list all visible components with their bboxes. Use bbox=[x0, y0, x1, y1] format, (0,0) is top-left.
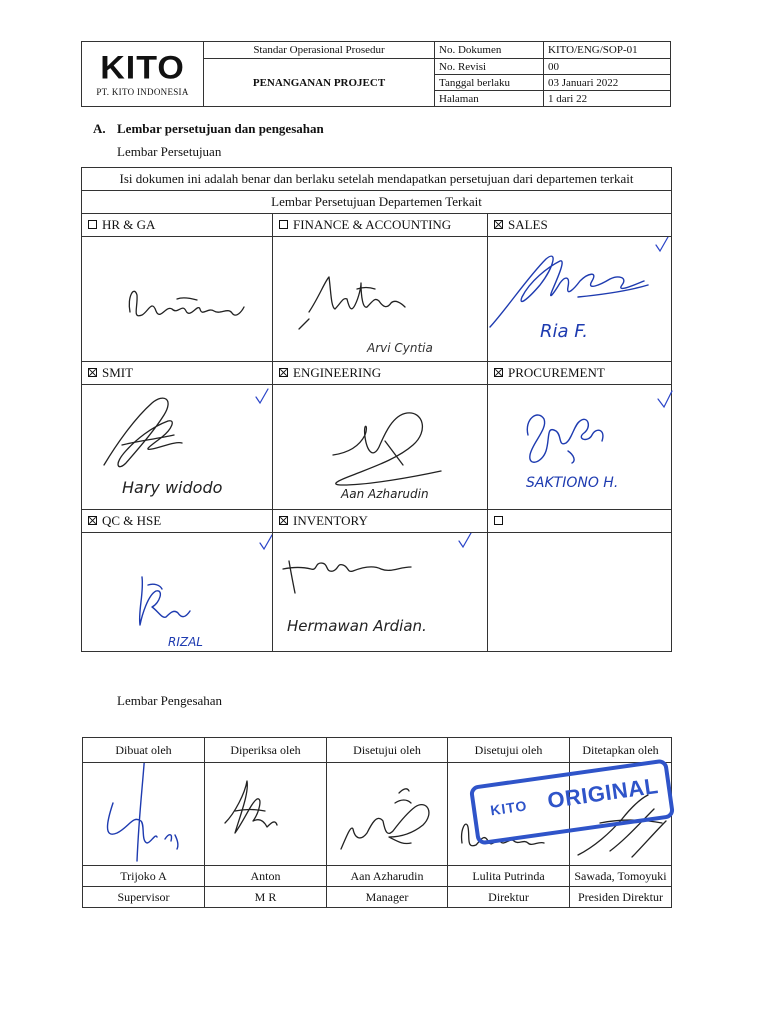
signature-image bbox=[82, 533, 272, 651]
dept-label: FINANCE & ACCOUNTING bbox=[293, 217, 452, 232]
header-value: 00 bbox=[544, 59, 671, 75]
dept-finance bbox=[273, 214, 488, 237]
signer-name: Trijoko A bbox=[83, 866, 205, 887]
signer-position: Presiden Direktur bbox=[570, 887, 672, 908]
doc-type: Standar Operasional Prosedur bbox=[204, 42, 435, 59]
dept-label: HR & GA bbox=[102, 217, 156, 232]
signature-image bbox=[83, 763, 200, 865]
signature-image bbox=[327, 763, 443, 865]
stamp-brand: KITO bbox=[489, 797, 529, 819]
signature-cell-inventory bbox=[273, 533, 488, 652]
signer-name: Anton bbox=[205, 866, 327, 887]
check-tick-icon bbox=[656, 237, 668, 251]
approval-subtitle: Lembar Persetujuan Departemen Terkait bbox=[82, 191, 672, 214]
signature-cell-checker bbox=[205, 763, 327, 866]
dept-inventory bbox=[273, 510, 488, 533]
role-label: Dibuat oleh bbox=[83, 738, 205, 763]
kito-logo: KITO bbox=[100, 49, 185, 87]
checkbox-unchecked bbox=[279, 220, 288, 229]
signer-name: Aan Azharudin bbox=[327, 866, 448, 887]
header-value: 1 dari 22 bbox=[544, 91, 671, 107]
signer-name: Hary widodo bbox=[122, 478, 223, 497]
signature-image bbox=[205, 763, 322, 865]
signature-cell-approver-manager bbox=[327, 763, 448, 866]
check-tick-icon bbox=[256, 389, 268, 403]
dept-smit bbox=[82, 362, 273, 385]
dept-label: SMIT bbox=[102, 365, 134, 380]
legalisation-heading: Lembar Pengesahan bbox=[117, 693, 223, 708]
dept-empty bbox=[488, 510, 672, 533]
signature-cell-qc-hse bbox=[82, 533, 273, 652]
dept-label: SALES bbox=[508, 217, 548, 232]
dept-label: QC & HSE bbox=[102, 513, 162, 528]
header-value: KITO/ENG/SOP-01 bbox=[544, 42, 671, 59]
section-title: Lembar persetujuan dan pengesahan bbox=[117, 121, 324, 136]
signature-image bbox=[82, 385, 272, 509]
signer-name: Lulita Putrinda bbox=[448, 866, 570, 887]
signer-name: Hermawan Ardian. bbox=[287, 617, 427, 635]
dept-sales bbox=[488, 214, 672, 237]
signature-cell-procurement bbox=[488, 385, 672, 510]
checkbox-unchecked bbox=[88, 220, 97, 229]
logo-cell bbox=[82, 42, 204, 107]
signer-position: Direktur bbox=[448, 887, 570, 908]
section-heading bbox=[93, 121, 324, 137]
signature-cell-sales bbox=[488, 237, 672, 362]
signer-name: Aan Azharudin bbox=[341, 487, 429, 501]
role-label: Ditetapkan oleh bbox=[570, 738, 672, 763]
company-name: PT. KITO INDONESIA bbox=[96, 87, 189, 97]
header-label: Tanggal berlaku bbox=[435, 75, 544, 91]
signature-image bbox=[488, 385, 674, 509]
dept-label: INVENTORY bbox=[293, 513, 368, 528]
checkbox-checked bbox=[279, 516, 288, 525]
signature-cell-smit bbox=[82, 385, 273, 510]
signature-cell-engineering bbox=[273, 385, 488, 510]
checkbox-checked bbox=[494, 220, 503, 229]
signer-name: RIZAL bbox=[168, 635, 203, 649]
check-tick-icon bbox=[459, 533, 471, 547]
checkbox-checked bbox=[494, 368, 503, 377]
checkbox-unchecked bbox=[494, 516, 503, 525]
checkbox-checked bbox=[88, 516, 97, 525]
check-tick-icon bbox=[658, 391, 672, 407]
header-value: 03 Januari 2022 bbox=[544, 75, 671, 91]
header-label: No. Revisi bbox=[435, 59, 544, 75]
approval-statement: Isi dokumen ini adalah benar dan berlaku setelah mendapatkan persetujuan dari departemen terkait bbox=[82, 168, 672, 191]
signature-image bbox=[273, 533, 487, 651]
role-label: Diperiksa oleh bbox=[205, 738, 327, 763]
dept-label: ENGINEERING bbox=[293, 365, 382, 380]
dept-hr-ga bbox=[82, 214, 273, 237]
signer-name: Arvi Cyntia bbox=[367, 341, 433, 355]
check-tick-icon bbox=[260, 535, 272, 549]
dept-qc-hse bbox=[82, 510, 273, 533]
signature-cell-finance bbox=[273, 237, 488, 362]
dept-procurement bbox=[488, 362, 672, 385]
section-number: A. bbox=[93, 121, 106, 136]
header-label: Halaman bbox=[435, 91, 544, 107]
signature-cell-creator bbox=[83, 763, 205, 866]
signer-position: Manager bbox=[327, 887, 448, 908]
signature-cell-hr-ga bbox=[82, 237, 273, 362]
approval-heading: Lembar Persetujuan bbox=[117, 144, 222, 159]
signature-image bbox=[273, 237, 487, 361]
doc-title: PENANGANAN PROJECT bbox=[204, 59, 435, 107]
signer-name: Ria F. bbox=[540, 321, 589, 342]
dept-engineering bbox=[273, 362, 488, 385]
signature-cell-empty bbox=[488, 533, 672, 652]
role-label: Disetujui oleh bbox=[327, 738, 448, 763]
dept-label: PROCUREMENT bbox=[508, 365, 605, 380]
signer-position: M R bbox=[205, 887, 327, 908]
signature-image bbox=[488, 237, 674, 361]
stamp-text: ORIGINAL bbox=[545, 772, 660, 814]
signer-name: SAKTIONO H. bbox=[526, 475, 619, 491]
document-header bbox=[81, 41, 671, 107]
signer-position: Supervisor bbox=[83, 887, 205, 908]
checkbox-checked bbox=[279, 368, 288, 377]
header-label: No. Dokumen bbox=[435, 42, 544, 59]
signature-image bbox=[82, 237, 272, 361]
checkbox-checked bbox=[88, 368, 97, 377]
approval-table bbox=[81, 167, 672, 652]
signature-image bbox=[273, 385, 487, 509]
signer-name: Sawada, Tomoyuki bbox=[570, 866, 672, 887]
role-label: Disetujui oleh bbox=[448, 738, 570, 763]
